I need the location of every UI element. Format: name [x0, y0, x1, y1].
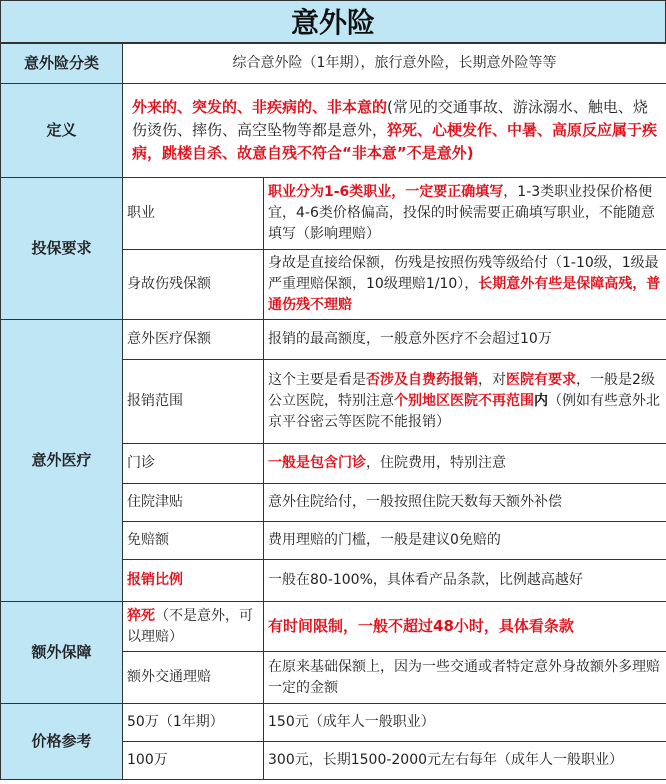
price-50-content: 150元（成年人一般职业） — [264, 704, 666, 742]
page-title: 意外险 — [0, 0, 666, 43]
price-50-label: 50万（1年期） — [123, 704, 264, 742]
definition-emphasis-1: 外来的、突发的、非疾病的、非本意的 — [132, 98, 388, 116]
scope-emphasis-3: 个别地区医院不再范围 — [394, 393, 534, 409]
scope-text-4: 内 — [534, 393, 548, 409]
scope-text-3: ，一般是2级公立医院，特别注意 — [268, 372, 655, 409]
price-100-label: 100万 — [123, 742, 264, 780]
medical-amount-content: 报销的最高额度，一般意外医疗不会超过10万 — [264, 320, 666, 360]
reimbursement-scope-label: 报销范围 — [123, 360, 264, 444]
classification-content: 综合意外险（1年期），旅行意外险，长期意外险等等 — [123, 44, 666, 84]
outpatient-emphasis: 一般是包含门诊 — [268, 455, 366, 471]
death-disability-emphasis: 长期意外有些是保障高残，普通伤残不理赔 — [268, 276, 661, 313]
definition-emphasis-2: 猝死、心梗发作、中暑、高原反应属于疾病，跳楼自杀、故意自残不符合“非本意”不是意外) — [132, 121, 658, 162]
hospital-allowance-label: 住院津贴 — [123, 484, 264, 522]
sudden-death-content: 有时间限制，一般不超过48小时，具体看条款 — [264, 602, 666, 652]
scope-emphasis-1: 否涉及自费药报销 — [366, 372, 478, 388]
death-disability-label: 身故伤残保额 — [123, 250, 264, 320]
outpatient-label: 门诊 — [123, 444, 264, 484]
reimbursement-ratio-label: 报销比例 — [123, 560, 264, 602]
category-requirements: 投保要求 — [1, 178, 123, 320]
sudden-death-title: 猝死 — [127, 607, 155, 624]
scope-text-2: ，对 — [478, 372, 506, 388]
sudden-death-label — [123, 602, 264, 652]
reimbursement-ratio-content: 一般在80-100%，具体看产品条款，比例越高越好 — [264, 560, 666, 602]
insurance-table — [0, 43, 666, 780]
scope-emphasis-2: 医院有要求 — [506, 372, 576, 388]
deductible-content: 费用理赔的门槛，一般是建议0免赔的 — [264, 522, 666, 560]
scope-text-1: 这个主要是看是 — [268, 372, 366, 388]
occupation-text: ，1-3类职业投保价格便宜，4-6类价格偏高，投保的时候需要正确填写职业，不能随意填写（影响理赔） — [268, 184, 655, 242]
table-row — [1, 178, 666, 250]
price-100-content: 300元，长期1500-2000元左右每年（成年人一般职业） — [264, 742, 666, 780]
extra-traffic-label: 额外交通理赔 — [123, 652, 264, 704]
category-classification: 意外险分类 — [1, 44, 123, 84]
table-row — [1, 44, 666, 84]
extra-traffic-content: 在原来基础保额上，因为一些交通或者特定意外身故额外多理赔一定的金额 — [264, 652, 666, 704]
category-definition: 定义 — [1, 84, 123, 178]
outpatient-text: ，住院费用，特别注意 — [366, 455, 506, 471]
hospital-allowance-content: 意外住院给付，一般按照住院天数每天额外补偿 — [264, 484, 666, 522]
sudden-death-note: （不是意外，可以理赔） — [127, 607, 253, 645]
table-row — [1, 84, 666, 178]
category-extra: 额外保障 — [1, 602, 123, 704]
table-row — [1, 602, 666, 652]
category-price: 价格参考 — [1, 704, 123, 780]
deductible-label: 免赔额 — [123, 522, 264, 560]
occupation-label: 职业 — [123, 178, 264, 250]
scope-text-5: （例如有些意外北京平谷密云等医院不能报销） — [268, 393, 660, 430]
definition-text: (常见的交通事故、游泳溺水、触电、烧伤烫伤、摔伤、高空坠物等都是意外， — [132, 98, 648, 139]
definition-content — [123, 84, 666, 178]
medical-amount-label: 意外医疗保额 — [123, 320, 264, 360]
category-medical: 意外医疗 — [1, 320, 123, 602]
reimbursement-scope-content — [264, 360, 666, 444]
death-disability-text: 身故是直接给保额，伤残是按照伤残等级给付（1-10级，1级最严重理赔保额，10级理赔1/10）， — [268, 255, 659, 292]
occupation-emphasis: 职业分为1-6类职业，一定要正确填写 — [268, 184, 504, 200]
table-row — [1, 704, 666, 742]
outpatient-content — [264, 444, 666, 484]
table-row — [1, 320, 666, 360]
occupation-content — [264, 178, 666, 250]
death-disability-content — [264, 250, 666, 320]
